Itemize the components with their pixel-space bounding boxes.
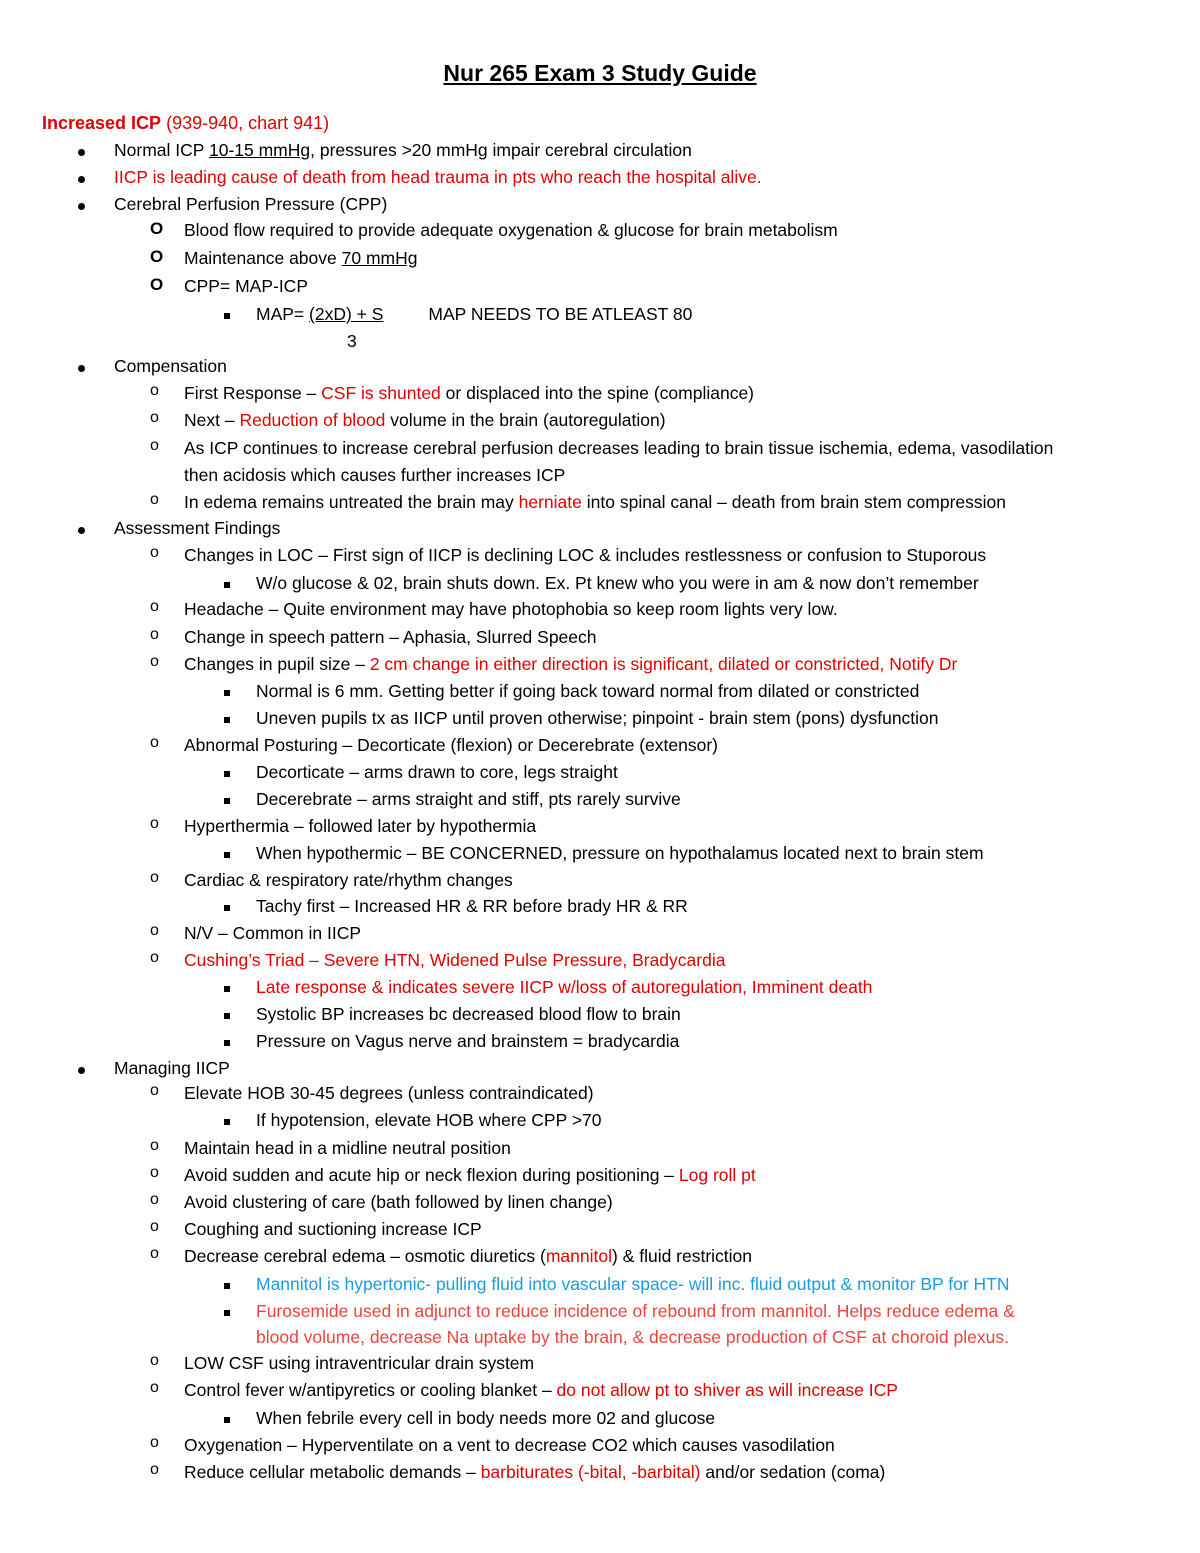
list-item: As ICP continues to increase cerebral perfusion decreases leading to brain tissue ischemia, edema, vasodilation [184, 438, 1054, 458]
list-item: Normal ICP 10-15 mmHg, pressures >20 mmHg impair cerebral circulation [114, 140, 692, 160]
list-item: Avoid clustering of care (bath followed by linen change) [184, 1192, 613, 1212]
list-item: Hyperthermia – followed later by hypothermia [184, 816, 537, 836]
list-item-continuation: blood volume, decrease Na uptake by the brain, & decrease production of CSF at choroid plexus. [256, 1327, 1009, 1347]
list-item: Late response & indicates severe IICP w/loss of autoregulation, Imminent death [256, 977, 873, 997]
bullet-letter-o-icon: O [150, 219, 164, 238]
bullet-circle-icon: o [150, 1245, 159, 1262]
list-item: Reduce cellular metabolic demands – barbiturates (-bital, -barbital) and/or sedation (coma) [184, 1462, 886, 1482]
bullet-dot-icon [78, 1059, 85, 1079]
bullet-circle-icon: o [150, 653, 159, 670]
bullet-square-icon [224, 896, 230, 916]
bullet-circle-icon: o [150, 949, 159, 966]
list-item: Assessment Findings [114, 518, 281, 538]
bullet-square-icon [224, 708, 230, 728]
bullet-circle-icon: o [150, 815, 159, 832]
bullet-circle-icon: o [150, 1461, 159, 1478]
bullet-circle-icon: o [150, 734, 159, 751]
bullet-dot-icon [78, 141, 85, 161]
list-item: Cardiac & respiratory rate/rhythm changes [184, 870, 513, 890]
list-item: Blood flow required to provide adequate oxygenation & glucose for brain metabolism [184, 220, 838, 240]
list-item: First Response – CSF is shunted or displaced into the spine (compliance) [184, 383, 755, 403]
bullet-circle-icon: o [150, 1082, 159, 1099]
list-item: Headache – Quite environment may have photophobia so keep room lights very low. [184, 599, 838, 619]
bullet-square-icon [224, 573, 230, 593]
list-item: If hypotension, elevate HOB where CPP >70 [256, 1110, 602, 1130]
list-item: Changes in pupil size – 2 cm change in either direction is significant, dilated or constricted, Notify Dr [184, 654, 958, 674]
bullet-circle-icon: o [150, 382, 159, 399]
bullet-circle-icon: o [150, 922, 159, 939]
bullet-circle-icon: o [150, 544, 159, 561]
bullet-square-icon [224, 1004, 230, 1024]
list-item: Elevate HOB 30-45 degrees (unless contraindicated) [184, 1083, 594, 1103]
bullet-square-icon [224, 1274, 230, 1294]
bullet-circle-icon: o [150, 598, 159, 615]
list-item: Decerebrate – arms straight and stiff, pts rarely survive [256, 789, 681, 809]
bullet-square-icon [224, 1110, 230, 1130]
list-item: Abnormal Posturing – Decorticate (flexion) or Decerebrate (extensor) [184, 735, 718, 755]
list-item: Change in speech pattern – Aphasia, Slurred Speech [184, 627, 597, 647]
bullet-square-icon [224, 977, 230, 997]
list-item: Cerebral Perfusion Pressure (CPP) [114, 194, 388, 214]
list-item: Uneven pupils tx as IICP until proven otherwise; pinpoint - brain stem (pons) dysfunction [256, 708, 939, 728]
section-page-refs: (939-940, chart 941) [166, 113, 330, 133]
list-item: Managing IICP [114, 1058, 230, 1078]
bullet-circle-icon: o [150, 491, 159, 508]
bullet-circle-icon: o [150, 1352, 159, 1369]
section-heading-text: Increased ICP [42, 113, 162, 133]
list-item: Maintain head in a midline neutral position [184, 1138, 511, 1158]
bullet-dot-icon [78, 357, 85, 377]
list-item: LOW CSF using intraventricular drain system [184, 1353, 535, 1373]
list-item: Decorticate – arms drawn to core, legs straight [256, 762, 618, 782]
list-item: Control fever w/antipyretics or cooling blanket – do not allow pt to shiver as will increase ICP [184, 1380, 898, 1400]
bullet-circle-icon: o [150, 1218, 159, 1235]
section-heading [42, 113, 329, 134]
bullet-square-icon [224, 304, 230, 324]
list-item: Systolic BP increases bc decreased blood flow to brain [256, 1004, 681, 1024]
list-item: Cushing’s Triad – Severe HTN, Widened Pulse Pressure, Bradycardia [184, 950, 726, 970]
list-item: Mannitol is hypertonic- pulling fluid into vascular space- will inc. fluid output & monitor BP for HTN [256, 1274, 1010, 1294]
list-item: Coughing and suctioning increase ICP [184, 1219, 482, 1239]
bullet-square-icon [224, 681, 230, 701]
list-item: When febrile every cell in body needs more 02 and glucose [256, 1408, 716, 1428]
list-item: Decrease cerebral edema – osmotic diuretics (mannitol) & fluid restriction [184, 1246, 753, 1266]
list-item: Pressure on Vagus nerve and brainstem = bradycardia [256, 1031, 680, 1051]
list-item: Normal is 6 mm. Getting better if going back toward normal from dilated or constricted [256, 681, 920, 701]
list-item: W/o glucose & 02, brain shuts down. Ex. Pt knew who you were in am & now don’t remember [256, 573, 979, 593]
list-item: Furosemide used in adjunct to reduce incidence of rebound from mannitol. Helps reduce edema & [256, 1301, 1015, 1321]
list-item: Avoid sudden and acute hip or neck flexion during positioning – Log roll pt [184, 1165, 756, 1185]
bullet-square-icon [224, 762, 230, 782]
list-item: CPP= MAP-ICP [184, 276, 308, 296]
bullet-dot-icon [78, 168, 85, 188]
list-item: In edema remains untreated the brain may herniate into spinal canal – death from brain stem compression [184, 492, 1006, 512]
bullet-square-icon [224, 843, 230, 863]
bullet-dot-icon [78, 519, 85, 539]
bullet-circle-icon: o [150, 1434, 159, 1451]
list-item-continuation: then acidosis which causes further increases ICP [184, 465, 566, 485]
bullet-letter-o-icon: O [150, 275, 164, 294]
bullet-circle-icon: o [150, 1379, 159, 1396]
list-item: N/V – Common in IICP [184, 923, 361, 943]
bullet-dot-icon [78, 195, 85, 215]
list-item: Maintenance above 70 mmHg [184, 248, 418, 268]
bullet-circle-icon: o [150, 626, 159, 643]
list-item: IICP is leading cause of death from head trauma in pts who reach the hospital alive. [114, 167, 762, 187]
list-item: Compensation [114, 356, 227, 376]
bullet-square-icon [224, 1031, 230, 1051]
bullet-circle-icon: o [150, 1137, 159, 1154]
bullet-circle-icon: o [150, 1164, 159, 1181]
bullet-circle-icon: o [150, 1191, 159, 1208]
bullet-circle-icon: o [150, 409, 159, 426]
map-formula: MAP= (2xD) + S MAP NEEDS TO BE ATLEAST 80 [256, 304, 693, 324]
page-title: Nur 265 Exam 3 Study Guide [443, 60, 757, 86]
list-item: Changes in LOC – First sign of IICP is declining LOC & includes restlessness or confusion to Stuporous [184, 545, 987, 565]
bullet-square-icon [224, 789, 230, 809]
list-item: Next – Reduction of blood volume in the brain (autoregulation) [184, 410, 666, 430]
bullet-letter-o-icon: O [150, 247, 164, 266]
bullet-circle-icon: o [150, 869, 159, 886]
list-item: Oxygenation – Hyperventilate on a vent to decrease CO2 which causes vasodilation [184, 1435, 835, 1455]
map-formula-denominator: 3 [347, 331, 357, 351]
bullet-square-icon [224, 1408, 230, 1428]
bullet-square-icon [224, 1301, 230, 1321]
list-item: Tachy first – Increased HR & RR before brady HR & RR [256, 896, 688, 916]
list-item: When hypothermic – BE CONCERNED, pressure on hypothalamus located next to brain stem [256, 843, 984, 863]
bullet-circle-icon: o [150, 437, 159, 454]
